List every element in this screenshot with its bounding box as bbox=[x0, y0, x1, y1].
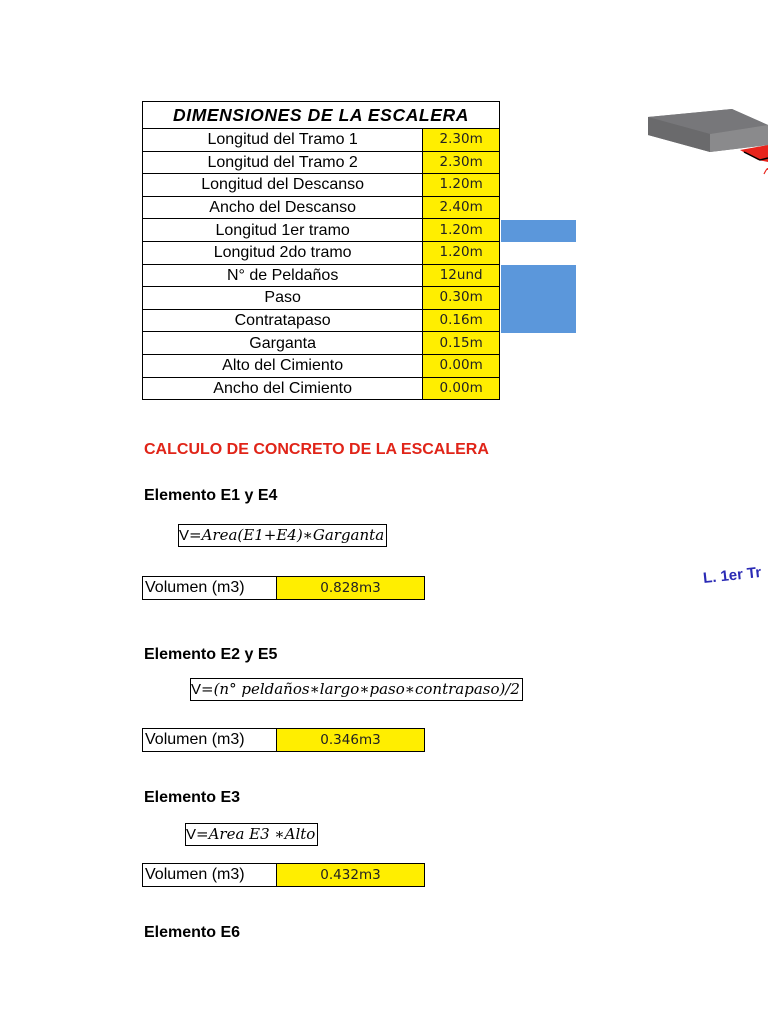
element-title: Elemento E2 y E5 bbox=[144, 646, 278, 663]
row-value[interactable]: 1.20m bbox=[423, 219, 500, 242]
row-label: Alto del Cimiento bbox=[143, 354, 423, 377]
row-label: Garganta bbox=[143, 332, 423, 355]
row-value[interactable]: 0.16m bbox=[423, 309, 500, 332]
row-label: Longitud del Descanso bbox=[143, 174, 423, 197]
row-label: Longitud del Tramo 2 bbox=[143, 151, 423, 174]
row-label: Paso bbox=[143, 287, 423, 310]
diagram-label: L. 1er Tr bbox=[702, 563, 763, 587]
volume-value[interactable]: 0.828m3 bbox=[277, 577, 424, 599]
table-row bbox=[143, 354, 500, 377]
table-title: DIMENSIONES DE LA ESCALERA bbox=[143, 102, 500, 129]
volume-row bbox=[142, 863, 425, 887]
volume-label: Volumen (m3) bbox=[143, 864, 277, 886]
formula-text: =(n° peldaños∗largo∗paso∗contrapaso)/2 bbox=[201, 680, 520, 698]
volume-value[interactable]: 0.346m3 bbox=[277, 729, 424, 751]
row-value[interactable]: 0.15m bbox=[423, 332, 500, 355]
element-title: Elemento E3 bbox=[144, 789, 241, 806]
table-row bbox=[143, 377, 500, 400]
table-row bbox=[143, 287, 500, 310]
blue-shape-2 bbox=[501, 265, 576, 333]
formula-box bbox=[190, 678, 523, 701]
row-value[interactable]: 0.30m bbox=[423, 287, 500, 310]
volume-value[interactable]: 0.432m3 bbox=[277, 864, 424, 886]
formula-text: =Area E3 ∗Alto bbox=[196, 825, 316, 843]
formula-text: =Area(E1+E4)∗Garganta bbox=[189, 526, 385, 544]
row-label: Contratapaso bbox=[143, 309, 423, 332]
row-label: Longitud 2do tramo bbox=[143, 241, 423, 264]
dimensions-table bbox=[142, 101, 500, 400]
table-row bbox=[143, 196, 500, 219]
row-label: N° de Peldaños bbox=[143, 264, 423, 287]
formula-box bbox=[185, 823, 318, 846]
row-value[interactable]: 2.40m bbox=[423, 196, 500, 219]
row-value[interactable]: 0.00m bbox=[423, 377, 500, 400]
table-row bbox=[143, 332, 500, 355]
row-label: Ancho del Cimiento bbox=[143, 377, 423, 400]
volume-label: Volumen (m3) bbox=[143, 577, 277, 599]
table-row bbox=[143, 264, 500, 287]
row-label: Longitud del Tramo 1 bbox=[143, 129, 423, 152]
row-label: Longitud 1er tramo bbox=[143, 219, 423, 242]
element-title: Elemento E6 bbox=[144, 924, 241, 941]
volume-row bbox=[142, 576, 425, 600]
table-row bbox=[143, 129, 500, 152]
concrete-slab-3d-icon bbox=[640, 100, 768, 200]
row-value[interactable]: 1.20m bbox=[423, 174, 500, 197]
table-row bbox=[143, 151, 500, 174]
row-value[interactable]: 1.20m bbox=[423, 241, 500, 264]
formula-v: V bbox=[186, 826, 197, 843]
formula-v: V bbox=[179, 527, 190, 544]
volume-row bbox=[142, 728, 425, 752]
table-row bbox=[143, 241, 500, 264]
row-value[interactable]: 2.30m bbox=[423, 129, 500, 152]
blue-shape-1 bbox=[501, 220, 576, 242]
row-value[interactable]: 12und bbox=[423, 264, 500, 287]
volume-label: Volumen (m3) bbox=[143, 729, 277, 751]
row-label: Ancho del Descanso bbox=[143, 196, 423, 219]
formula-v: V bbox=[191, 681, 202, 698]
row-value[interactable]: 2.30m bbox=[423, 151, 500, 174]
table-row bbox=[143, 309, 500, 332]
section-title: CALCULO DE CONCRETO DE LA ESCALERA bbox=[144, 441, 489, 458]
element-title: Elemento E1 y E4 bbox=[144, 487, 278, 504]
table-row bbox=[143, 219, 500, 242]
formula-box bbox=[178, 524, 387, 547]
table-row bbox=[143, 174, 500, 197]
row-value[interactable]: 0.00m bbox=[423, 354, 500, 377]
